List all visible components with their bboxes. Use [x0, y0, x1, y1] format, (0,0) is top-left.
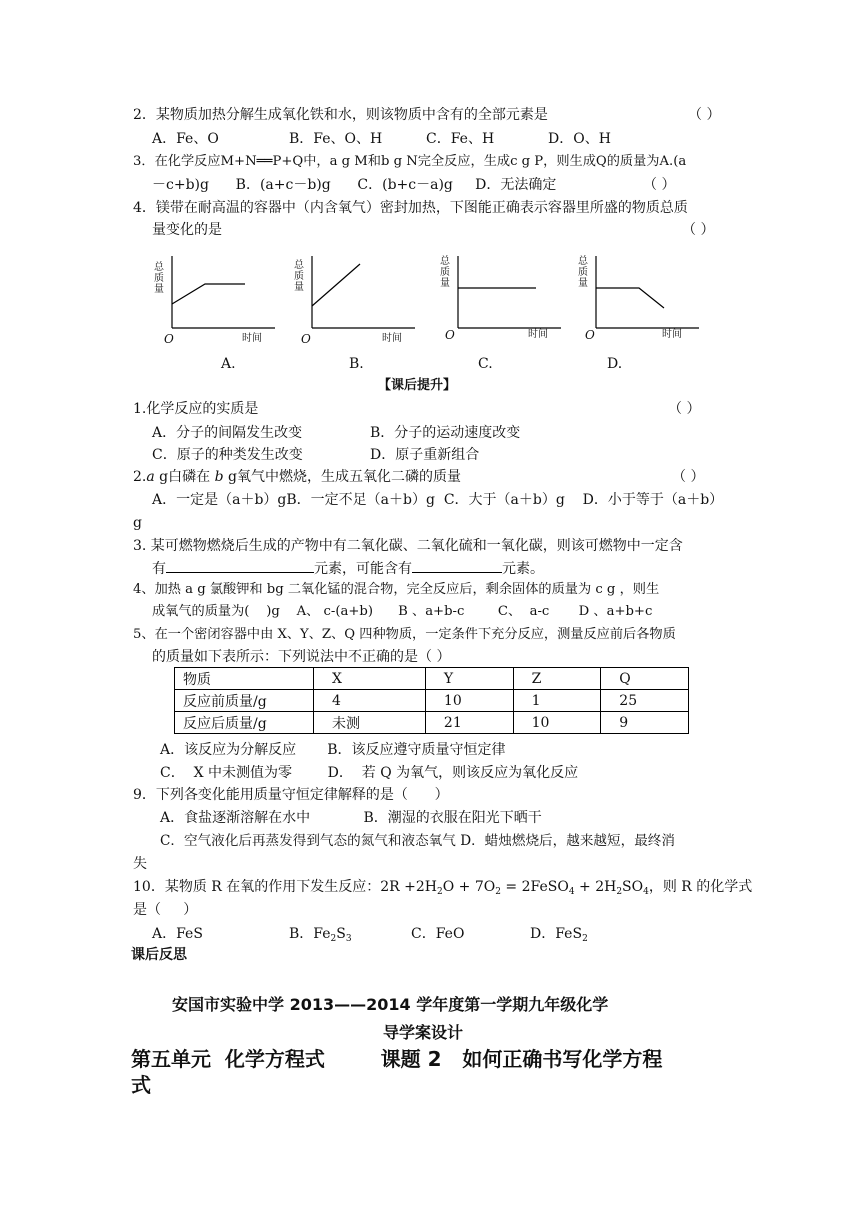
table-header-cell: Y: [425, 668, 513, 690]
graph-c-label: C.: [478, 356, 493, 372]
unit-title-line2: 式: [131, 1073, 151, 1097]
table-cell: 25: [601, 690, 689, 712]
p2-q1-option-a: A．分子的间隔发生改变: [152, 425, 303, 441]
p2-q4-line2: 成氧气的质量为( )g A、 c-(a+b) B 、a+b-c C、 a-c D 、a+b+c: [152, 604, 653, 619]
p2-q1-paren: （ ）: [668, 401, 701, 417]
unit-title-line1: 第五单元 化学方程式 课题 2 如何正确书写化学方程: [131, 1047, 663, 1071]
q10-c: = 2FeSO: [500, 879, 569, 895]
q10-f: ，则 R 的化学式: [648, 879, 753, 895]
graph-c-origin: O: [445, 328, 455, 342]
p2-q2-stem-0: 2.: [133, 469, 147, 485]
q2-option-b: B．Fe、O、H: [289, 131, 383, 147]
p2-q5-line1: 5、在一个密闭容器中由 X、Y、Z、Q 四种物质，一定条件下充分反应，测量反应前后各物质: [133, 627, 676, 642]
graph-b-line: [312, 264, 360, 306]
mass-table: [174, 667, 689, 734]
q10-opt-b-sub: 2: [330, 934, 337, 944]
q2-option-a: A．Fe、O: [152, 131, 219, 147]
graph-c-xlabel: 时间: [528, 329, 548, 340]
section-heading: 【课后提升】: [378, 378, 457, 393]
q4-line1: 4．镁带在耐高温的容器中（内含氧气）密封加热，下图能正确表示容器里所盛的物质总质: [133, 200, 688, 216]
q10-a: 10．某物质 R 在氧的作用下发生反应：2R +2H: [133, 879, 438, 895]
graph-a-origin: O: [164, 332, 174, 346]
p2-q3-line1: 3. 某可燃物燃烧后生成的产物中有二氧化碳、二氧化硫和一氧化碳，则该可燃物中一定含: [133, 538, 683, 554]
q2-stem: 2．某物质加热分解生成氧化铁和水，则该物质中含有的全部元素是: [133, 107, 548, 123]
graph-b-origin: O: [301, 332, 311, 346]
table-cell: 10: [513, 712, 601, 734]
q10-opt-d: D．FeS: [530, 926, 583, 942]
q4-paren: （ ）: [682, 222, 715, 238]
table-cell: 4: [314, 690, 426, 712]
p2-q2-stem-a: a: [146, 469, 155, 485]
q10-opt-b-post: S: [336, 926, 346, 942]
p2-q3-line2: [152, 558, 544, 578]
p2-q5-line2: 的质量如下表所示：下列说法中不正确的是（ ）: [152, 649, 451, 665]
q10-sub: 4: [568, 887, 575, 897]
q10-opt-b-sub2: 3: [345, 934, 352, 944]
p2-q3-blank-1[interactable]: [166, 558, 314, 573]
graph-d-origin: O: [585, 328, 595, 342]
table-cell: 反应后质量/g: [175, 712, 314, 734]
p2-q9-opt1: A．食盐逐渐溶解在水中 B．潮湿的衣服在阳光下晒干: [160, 810, 542, 826]
q2-option-c: C．Fe、H: [426, 131, 495, 147]
q10-opt-b: B．Fe: [289, 926, 331, 942]
p2-q3-line2-b: 元素，可能含有: [314, 561, 412, 577]
p2-q3-line2-a: 有: [152, 561, 166, 577]
p2-q9-wrap: 失: [133, 856, 147, 872]
p2-q3-blank-2[interactable]: [412, 558, 502, 573]
q10-sub: 2: [495, 887, 501, 897]
p2-q10-option-b: [289, 925, 352, 943]
table-cell: 反应前质量/g: [175, 690, 314, 712]
q10-sub: 2: [437, 887, 443, 897]
graph-a-label: A.: [221, 356, 236, 372]
p2-q10-option-d: [530, 925, 588, 943]
table-cell: 9: [601, 712, 689, 734]
p2-q2-stem: [133, 468, 461, 486]
table-cell: 1: [513, 690, 601, 712]
q4-line2: 量变化的是: [152, 222, 222, 238]
p2-q10-line2: 是（ ）: [133, 902, 198, 918]
graph-a-ylabel: 总质量: [154, 262, 164, 295]
p2-q1-stem: 1.化学反应的实质是: [133, 401, 259, 417]
q3-line2: －c+b)g B．(a+c－b)g C．(b+c－a)g D．无法确定: [152, 177, 557, 193]
graph-d-line: [596, 288, 664, 308]
q10-sub: 4: [643, 887, 649, 897]
table-header-cell: X: [314, 668, 426, 690]
graph-b-label: B.: [349, 356, 364, 372]
graph-d-ylabel: 总质量: [578, 256, 588, 289]
p2-q1-option-c: C．原子的种类发生改变: [152, 447, 303, 463]
p2-q2-paren: （ ）: [672, 469, 705, 485]
p2-q1-option-b: B．分子的运动速度改变: [370, 425, 521, 441]
q10-e: SO: [622, 879, 644, 895]
graph-b-ylabel: 总质量: [294, 260, 304, 293]
p2-q10-option-a: [152, 925, 203, 943]
p2-q1-option-d: D．原子重新组合: [370, 447, 480, 463]
q2-paren: （ ）: [688, 107, 721, 123]
school-title-line1: 安国市实验中学 2013——2014 学年度第一学期九年级化学: [172, 995, 609, 1014]
p2-q3-line2-c: 元素。: [502, 561, 544, 577]
graph-d-xlabel: 时间: [662, 329, 682, 340]
p2-q2-options: A．一定是（a＋b）gB．一定不足（a＋b）g C．大于（a＋b）g D．小于等于（a＋b）: [152, 492, 724, 508]
p2-q2-stem-2: g白磷在: [154, 469, 215, 485]
table-header-cell: Q: [601, 668, 689, 690]
q2-option-d: D．O、H: [548, 131, 611, 147]
table-row: [175, 712, 689, 734]
table-row: [175, 668, 689, 690]
q3-paren: （ ）: [643, 177, 676, 193]
reflection-heading: 课后反思: [131, 947, 187, 963]
table-cell: 未测: [314, 712, 426, 734]
q10-d: + 2H: [574, 879, 617, 895]
graph-c-ylabel: 总质量: [440, 256, 450, 289]
table-header-cell: 物质: [175, 668, 314, 690]
graph-d-label: D.: [607, 356, 623, 372]
graph-b-xlabel: 时间: [382, 333, 402, 344]
p2-q10-stem: [133, 878, 752, 896]
p2-q4-line1: 4、加热 a g 氯酸钾和 bg 二氧化锰的混合物，完全反应后，剩余固体的质量为 c g ，则生: [133, 582, 660, 597]
q10-opt-a: A．FeS: [152, 926, 203, 942]
table-cell: 21: [425, 712, 513, 734]
q3-line1: 3．在化学反应M+N══P+Q中，a g M和b g N完全反应，生成c g P，则生成Q的质量为A.(a: [133, 154, 687, 169]
table-cell: 10: [425, 690, 513, 712]
table-header-cell: Z: [513, 668, 601, 690]
p2-q2-stem-b: b: [214, 469, 224, 485]
graph-a-line: [172, 284, 245, 304]
p2-q5-opt1: A．该反应为分解反应 B．该反应遵守质量守恒定律: [160, 742, 506, 758]
q10-opt-c: C．FeO: [411, 926, 465, 942]
p2-q9-opt2: C．空气液化后再蒸发得到气态的氮气和液态氧气 D．蜡烛燃烧后，越来越短，最终消: [160, 833, 675, 849]
p2-q10-option-c: [411, 925, 464, 943]
q10-opt-d-sub: 2: [582, 934, 588, 944]
p2-q9-stem: 9．下列各变化能用质量守恒定律解释的是（ ）: [133, 787, 449, 803]
graph-a-xlabel: 时间: [242, 333, 262, 344]
p2-q5-opt2: C． X 中未测值为零 D． 若 Q 为氧气，则该反应为氧化反应: [160, 765, 579, 781]
table-row: [175, 690, 689, 712]
q10-sub: 2: [616, 887, 623, 897]
q10-b: O + 7O: [442, 879, 496, 895]
p2-q2-wrap: g: [133, 515, 142, 531]
p2-q2-stem-4: g氧气中燃烧，生成五氧化二磷的质量: [223, 469, 461, 485]
school-title-line2: 导学案设计: [383, 1023, 464, 1042]
